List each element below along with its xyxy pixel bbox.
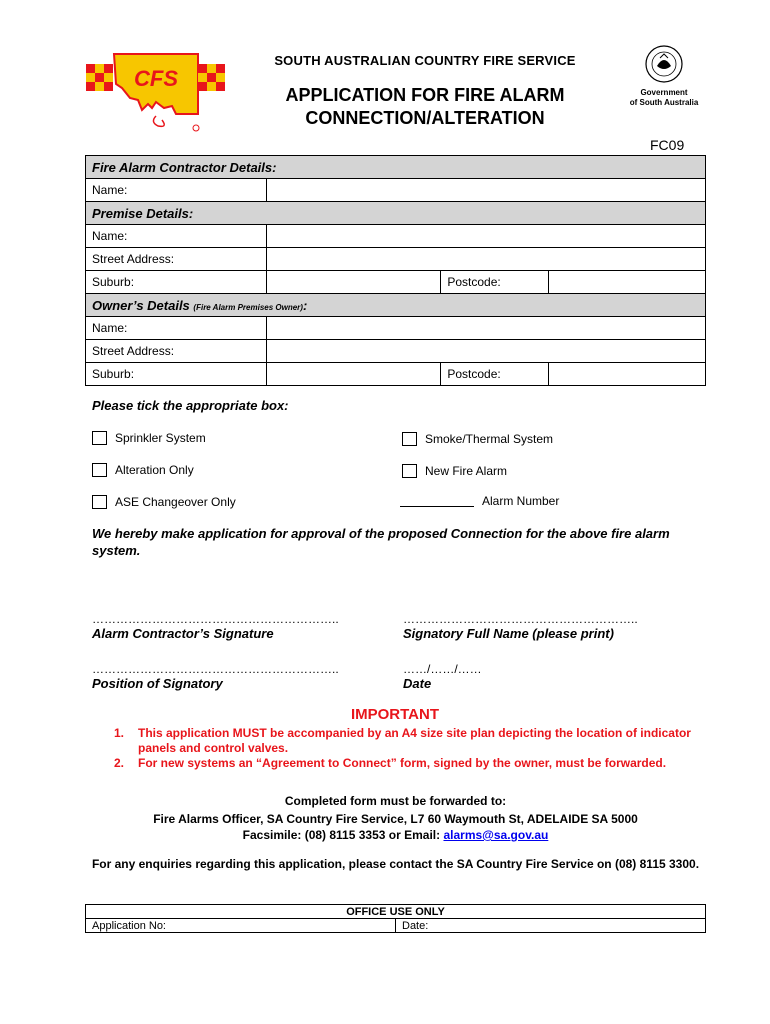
new-alarm-checkbox[interactable] (402, 464, 417, 478)
owner-name-field[interactable] (266, 317, 705, 340)
contractor-signature-label: Alarm Contractor’s Signature (92, 626, 274, 641)
office-use-table (85, 904, 706, 933)
forwarding-contact (85, 828, 706, 842)
owner-name-label: Name: (86, 317, 267, 340)
position-label: Position of Signatory (92, 676, 223, 691)
cfs-logo (86, 48, 226, 134)
owner-postcode-label: Postcode: (441, 363, 549, 386)
note-2 (114, 756, 694, 771)
owner-suburb-label: Suburb: (86, 363, 267, 386)
note-2-number: 2. (114, 756, 125, 770)
forwarding-heading: Completed form must be forwarded to: (284, 794, 507, 808)
details-table (85, 155, 706, 386)
option-sprinkler (92, 431, 206, 445)
owner-heading-note: (Fire Alarm Premises Owner) (193, 302, 303, 312)
premise-suburb-field[interactable] (266, 271, 441, 294)
note-1-text: This application MUST be accompanied by an A4 size site plan depicting the location of indicator panels and control valves. (138, 726, 691, 755)
premise-suburb-label: Suburb: (86, 271, 267, 294)
title-line-1: APPLICATION FOR FIRE ALARM (285, 85, 565, 105)
smoke-checkbox[interactable] (402, 432, 417, 446)
enquiries-text: For any enquiries regarding this application, please contact the SA Country Fire Service on (08) 8115 3300. (91, 857, 700, 871)
note-1 (114, 726, 694, 756)
checker-left (86, 64, 113, 91)
premise-postcode-field[interactable] (549, 271, 706, 294)
premise-name-field[interactable] (266, 225, 705, 248)
office-date-cell[interactable]: Date: (396, 919, 706, 933)
note-2-text: For new systems an “Agreement to Connect” form, signed by the owner, must be forwarded. (138, 756, 667, 770)
important-notes (114, 726, 694, 771)
forwarding-address: Fire Alarms Officer, SA Country Fire Service, L7 60 Waymouth St, ADELAIDE SA 5000 (153, 812, 638, 826)
owner-heading (86, 294, 706, 317)
organisation-name: SOUTH AUSTRALIAN COUNTRY FIRE SERVICE (274, 53, 576, 68)
option-ase (92, 495, 236, 509)
option-alarm-number (400, 494, 559, 508)
premise-heading: Premise Details: (86, 202, 706, 225)
alteration-checkbox[interactable] (92, 463, 107, 477)
contractor-name-label: Name: (86, 179, 267, 202)
premise-street-label: Street Address: (86, 248, 267, 271)
signatory-name-label: Signatory Full Name (please print) (403, 626, 614, 641)
position-line[interactable]: …………………………………………………….. (92, 662, 339, 676)
smoke-label: Smoke/Thermal System (425, 432, 554, 446)
fax-email-text: Facsimile: (08) 8115 3353 or Email: (242, 828, 441, 842)
premise-street-field[interactable] (266, 248, 705, 271)
declaration-text: We hereby make application for approval of the proposed Connection for the above fire alarm system. (92, 526, 670, 558)
premise-name-label: Name: (86, 225, 267, 248)
ase-checkbox[interactable] (92, 495, 107, 509)
important-heading: IMPORTANT (350, 706, 440, 723)
owner-heading-text: Owner’s Details (92, 297, 190, 313)
contractor-name-field[interactable] (266, 179, 705, 202)
new-alarm-label: New Fire Alarm (425, 464, 508, 478)
sprinkler-label: Sprinkler System (115, 431, 206, 445)
island-shape (153, 116, 164, 126)
owner-street-label: Street Address: (86, 340, 267, 363)
office-use-heading: OFFICE USE ONLY (86, 905, 706, 919)
registered-icon (193, 125, 199, 131)
option-smoke (402, 432, 553, 446)
contractor-signature-line[interactable]: …………………………………………………….. (92, 612, 339, 626)
alarm-number-label: Alarm Number (482, 494, 560, 508)
option-new-alarm (402, 464, 507, 478)
premise-postcode-label: Postcode: (441, 271, 549, 294)
title-line-2: CONNECTION/ALTERATION (305, 108, 545, 128)
note-1-number: 1. (114, 726, 125, 740)
option-alteration (92, 463, 194, 477)
page-title (240, 84, 610, 130)
alarm-number-field[interactable] (400, 495, 474, 507)
sprinkler-checkbox[interactable] (92, 431, 107, 445)
signatory-name-line[interactable]: ………………………………………………….. (403, 612, 638, 626)
date-line[interactable]: ……/……/…… (403, 662, 482, 676)
government-crest-icon (644, 44, 684, 84)
owner-postcode-field[interactable] (549, 363, 706, 386)
date-label: Date (403, 676, 432, 691)
government-text (616, 88, 712, 108)
government-line-2: of South Australia (629, 98, 699, 107)
ase-label: ASE Changeover Only (115, 495, 236, 509)
owner-suburb-field[interactable] (266, 363, 441, 386)
application-no-cell[interactable]: Application No: (86, 919, 396, 933)
government-line-1: Government (640, 88, 688, 97)
owner-street-field[interactable] (266, 340, 705, 363)
alteration-label: Alteration Only (115, 463, 194, 477)
logo-text: CFS (134, 66, 178, 91)
contractor-heading: Fire Alarm Contractor Details: (86, 156, 706, 179)
owner-heading-colon: : (302, 297, 308, 313)
tick-heading: Please tick the appropriate box: (92, 398, 289, 413)
form-code: FC09 (650, 137, 685, 153)
checker-right (198, 64, 225, 91)
cfs-logo-graphic (86, 48, 226, 134)
email-link[interactable]: alarms@sa.gov.au (443, 828, 549, 842)
government-logo (616, 44, 712, 108)
